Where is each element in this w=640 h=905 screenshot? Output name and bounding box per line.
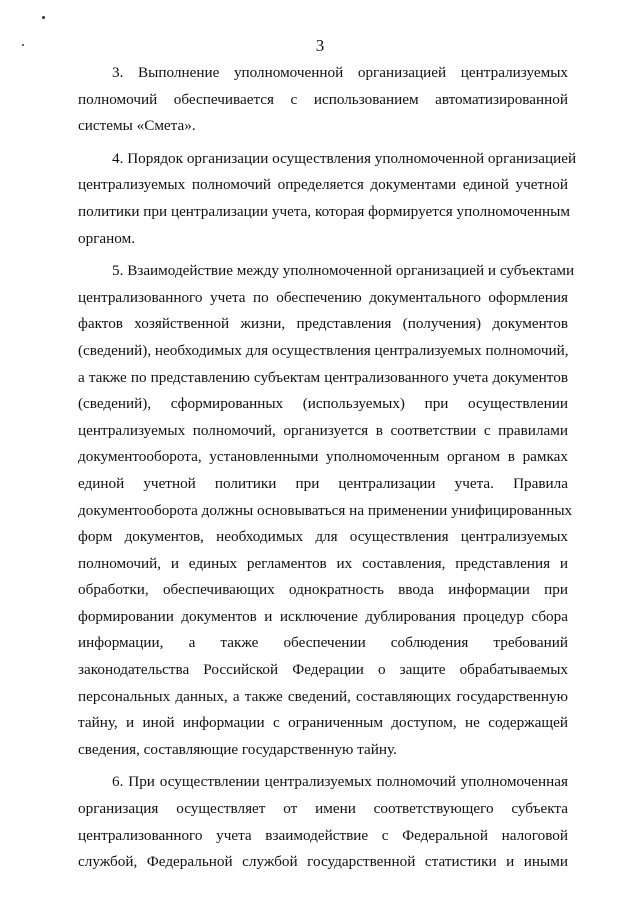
text-line: единой учетной политики при централизации учета. Правила: [78, 474, 568, 492]
text-line: информации, а также обеспечении соблюдения требований: [78, 634, 568, 652]
text-line: централизованного учета по обеспечению документального оформления: [78, 288, 568, 306]
text-line: организация осуществляет от имени соответствующего субъекта: [78, 800, 568, 818]
text-line: централизованного учета взаимодействие с Федеральной налоговой: [78, 826, 568, 844]
text-line: обработки, обеспечивающих однократность ввода информации при: [78, 581, 568, 599]
page-number: 3: [315, 36, 325, 55]
scan-speck: [42, 16, 45, 19]
text-line: а также по представлению субъектам централизованного учета документов: [78, 368, 568, 386]
text-line: 4. Порядок организации осуществления уполномоченной организацией: [112, 149, 577, 167]
text-line: системы «Смета».: [78, 117, 196, 135]
text-line: персональных данных, а также сведений, составляющих государственную: [78, 687, 568, 705]
text-line: политики при централизации учета, которая формируется уполномоченным: [78, 202, 570, 220]
text-line: 3. Выполнение уполномоченной организацией централизуемых: [112, 64, 568, 81]
text-line: формировании документов и исключение дублирования процедур сбора: [78, 607, 568, 625]
text-line: документооборота должны основываться на применении унифицированных: [78, 501, 573, 519]
text-line: (сведений), необходимых для осуществления централизуемых полномочий,: [78, 341, 569, 359]
text-line: полномочий, и единых регламентов их составления, представления и: [78, 554, 568, 572]
text-line: централизуемых полномочий, организуется в соответствии с правилами: [78, 421, 568, 439]
text-line: (сведений), сформированных (используемых) при осуществлении: [78, 395, 568, 413]
text-line: 6. При осуществлении централизуемых полномочий уполномоченная: [112, 773, 568, 791]
paragraph-4: [78, 146, 577, 252]
document-body: [78, 60, 577, 882]
text-line: форм документов, необходимых для осуществления централизуемых: [78, 528, 568, 546]
text-line: тайну, и иной информации с ограниченным доступом, не содержащей: [78, 714, 568, 732]
paragraph-5: [78, 258, 575, 763]
text-line: сведения, составляющие государственную тайну.: [78, 740, 397, 758]
text-line: централизуемых полномочий определяется документами единой учетной: [78, 176, 568, 194]
text-line: законодательства Российской Федерации о защите обрабатываемых: [78, 661, 568, 679]
paragraph-6: [78, 769, 568, 875]
text-line: фактов хозяйственной жизни, представления (получения) документов: [78, 315, 568, 333]
text-line: органом.: [78, 229, 135, 247]
text-line: полномочий обеспечивается с использованием автоматизированной: [78, 90, 568, 108]
paragraph-3: [78, 60, 568, 140]
text-line: службой, Федеральной службой государственной статистики и иными: [78, 853, 568, 871]
text-line: 5. Взаимодействие между уполномоченной организацией и субъектами: [112, 262, 575, 280]
text-line: документооборота, установленными уполномоченным органом в рамках: [78, 448, 568, 466]
